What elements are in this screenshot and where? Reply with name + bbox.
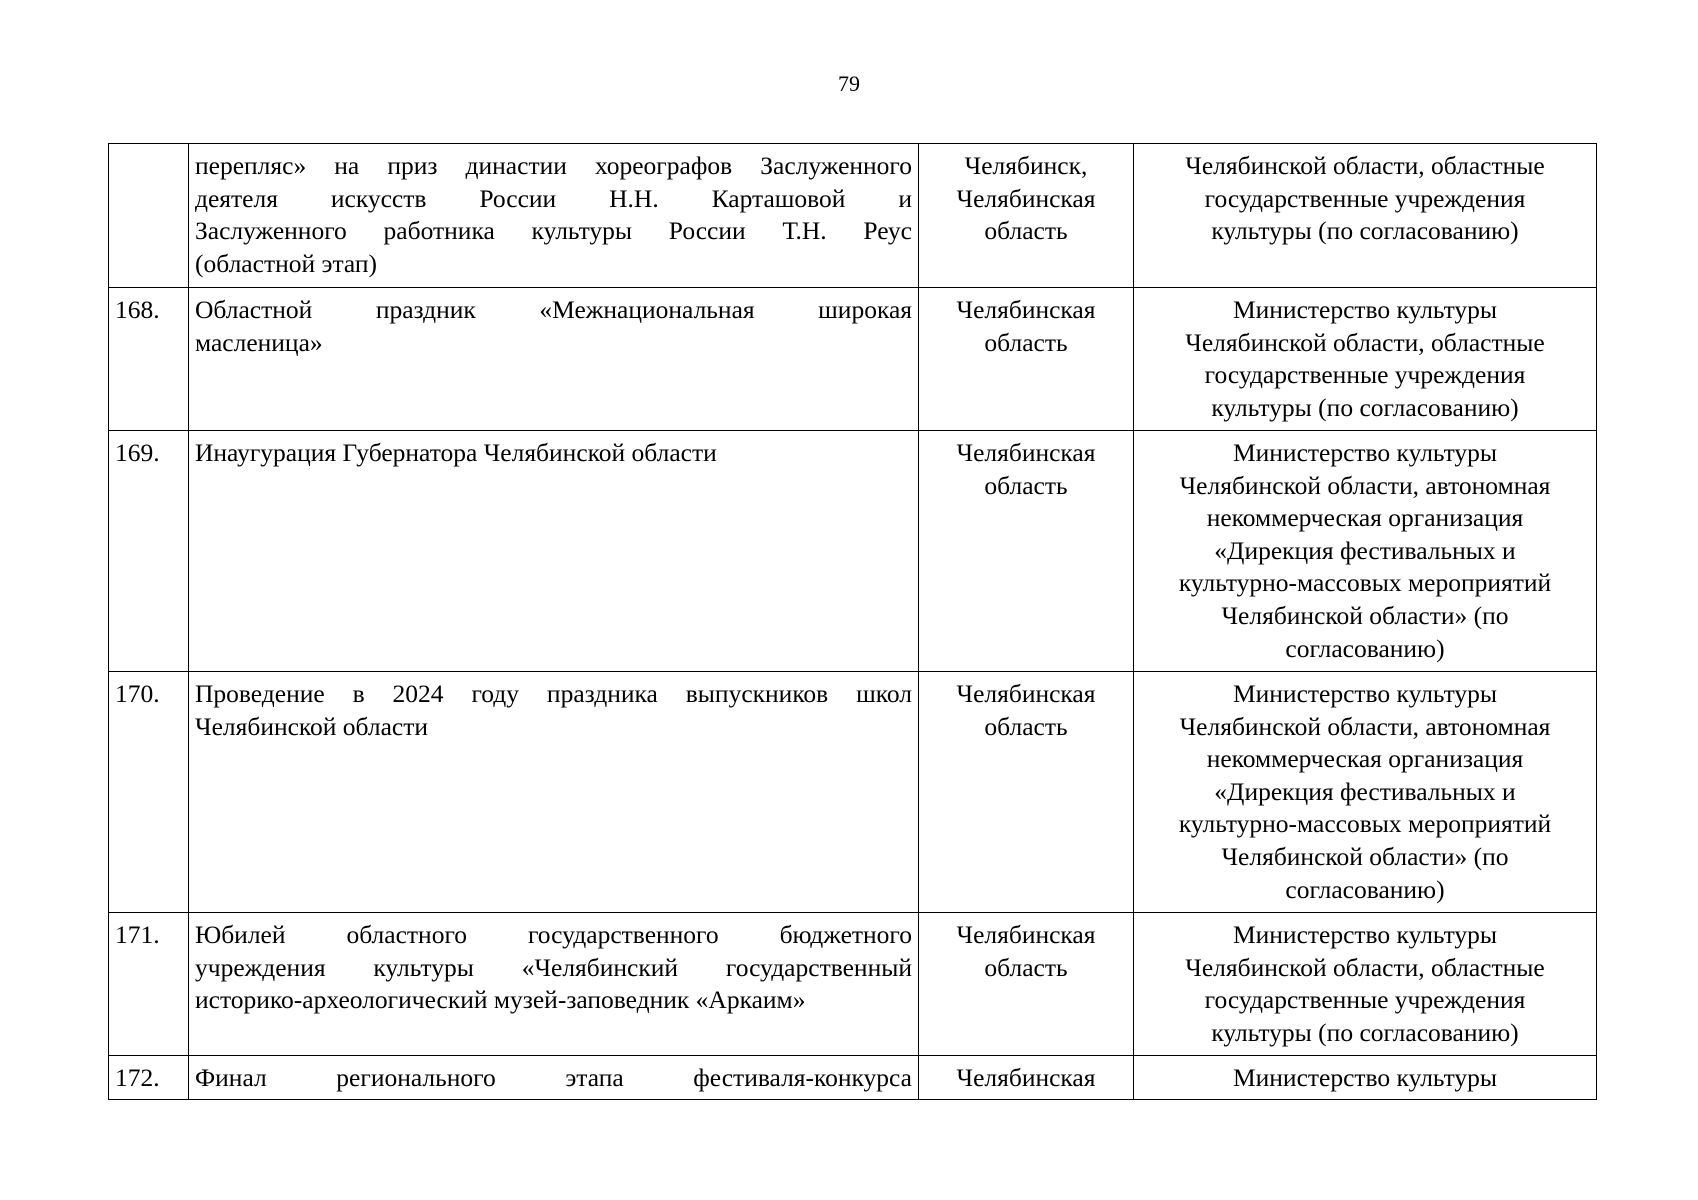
event-organizer-line: Челябинской области, автономная (1179, 711, 1551, 741)
table-row (109, 913, 1597, 1056)
event-place-cell (919, 913, 1134, 1056)
event-name-line: Финал регионального этапа фестиваля-конкурса (195, 1063, 912, 1092)
event-organizer-line: согласованию) (1285, 874, 1445, 904)
event-organizer-line: Челябинской области, автономная (1179, 470, 1551, 500)
event-organizer-line: Министерство культуры (1232, 438, 1498, 467)
event-name-line: Инаугурация Губернатора Челябинской области (195, 438, 717, 467)
row-number-cell: 171. (109, 913, 189, 1056)
event-organizer-line: Челябинской области» (по (1221, 600, 1509, 630)
event-name-line: Челябинской области (195, 711, 429, 741)
event-place-cell (919, 672, 1134, 913)
event-place-line: область (984, 470, 1068, 500)
event-organizer-line: Министерство культуры (1232, 920, 1498, 949)
event-place-line: Челябинская (956, 1063, 1096, 1092)
event-organizer-line: государственные учреждения (1204, 360, 1526, 390)
event-name-cell (189, 431, 919, 672)
event-name-line: учреждения культуры «Челябинский государственный (195, 952, 912, 982)
event-place-line: область (984, 952, 1068, 982)
page-number: 79 (838, 71, 860, 96)
event-organizer-line: Челябинской области, областные (1185, 151, 1545, 180)
event-organizer-cell (1134, 144, 1597, 288)
event-organizer-line: некоммерческая организация (1206, 503, 1524, 533)
event-name-cell (189, 144, 919, 288)
event-organizer-line: некоммерческая организация (1206, 744, 1524, 774)
event-name-line: масленица» (195, 327, 323, 357)
event-place-cell (919, 1056, 1134, 1100)
event-organizer-line: культурно-массовых мероприятий (1178, 809, 1552, 839)
event-place-cell (919, 144, 1134, 288)
event-organizer-cell (1134, 913, 1597, 1056)
event-organizer-line: «Дирекция фестивальных и (1214, 535, 1516, 565)
event-organizer-line: Челябинской области, областные (1185, 952, 1545, 982)
row-number-cell (109, 144, 189, 288)
event-name-line: перепляс» на приз династии хореографов Заслуженного (195, 151, 912, 180)
event-organizer-cell (1134, 672, 1597, 913)
event-name-line: деятеля искусств России Н.Н. Карташовой и (195, 183, 912, 213)
event-organizer-line: культуры (по согласованию) (1211, 392, 1519, 422)
table-row (109, 288, 1597, 431)
event-organizer-line: Министерство культуры (1232, 1063, 1498, 1092)
event-name-line: Заслуженного работника культуры России Т.Н. Реус (195, 216, 912, 246)
event-organizer-cell (1134, 288, 1597, 431)
event-place-line: Челябинская (956, 183, 1096, 213)
event-organizer-line: культурно-массовых мероприятий (1178, 568, 1552, 598)
row-number-cell: 170. (109, 672, 189, 913)
event-name-line: (областной этап) (195, 248, 378, 278)
event-place-line: Челябинская (956, 920, 1096, 949)
event-name-cell (189, 1056, 919, 1100)
table-row (109, 431, 1597, 672)
event-organizer-line: «Дирекция фестивальных и (1214, 776, 1516, 806)
event-name-line: Юбилей областного государственного бюджетного (195, 920, 912, 949)
event-place-line: Челябинск, (964, 151, 1088, 180)
event-name-cell (189, 288, 919, 431)
event-organizer-line: культуры (по согласованию) (1211, 1017, 1519, 1047)
event-organizer-cell (1134, 431, 1597, 672)
event-place-cell (919, 288, 1134, 431)
event-organizer-line: Челябинской области» (по (1221, 841, 1509, 871)
event-place-line: область (984, 711, 1068, 741)
event-name-line: Проведение в 2024 году праздника выпускников школ (195, 679, 912, 708)
event-organizer-line: культуры (по согласованию) (1211, 216, 1519, 246)
event-organizer-line: государственные учреждения (1204, 183, 1526, 213)
event-organizer-line: Министерство культуры (1232, 295, 1498, 324)
event-organizer-line: согласованию) (1285, 633, 1445, 663)
event-place-line: Челябинская (956, 679, 1096, 708)
row-number-cell: 168. (109, 288, 189, 431)
event-name-cell (189, 913, 919, 1056)
event-organizer-line: государственные учреждения (1204, 985, 1526, 1015)
row-number-cell: 169. (109, 431, 189, 672)
event-place-line: область (984, 216, 1068, 246)
event-place-line: Челябинская (956, 295, 1096, 324)
event-place-cell (919, 431, 1134, 672)
table-row (109, 672, 1597, 913)
event-organizer-cell (1134, 1056, 1597, 1100)
event-place-line: Челябинская (956, 438, 1096, 467)
event-name-cell (189, 672, 919, 913)
event-place-line: область (984, 327, 1068, 357)
event-name-line: Областной праздник «Межнациональная широкая (195, 295, 912, 324)
event-organizer-line: Министерство культуры (1232, 679, 1498, 708)
event-organizer-line: Челябинской области, областные (1185, 327, 1545, 357)
events-table (108, 143, 1597, 1100)
row-number-cell: 172. (109, 1056, 189, 1100)
table-row (109, 1056, 1597, 1100)
event-name-line: историко-археологический музей-заповедник «Аркаим» (195, 985, 806, 1015)
table-row (109, 144, 1597, 288)
